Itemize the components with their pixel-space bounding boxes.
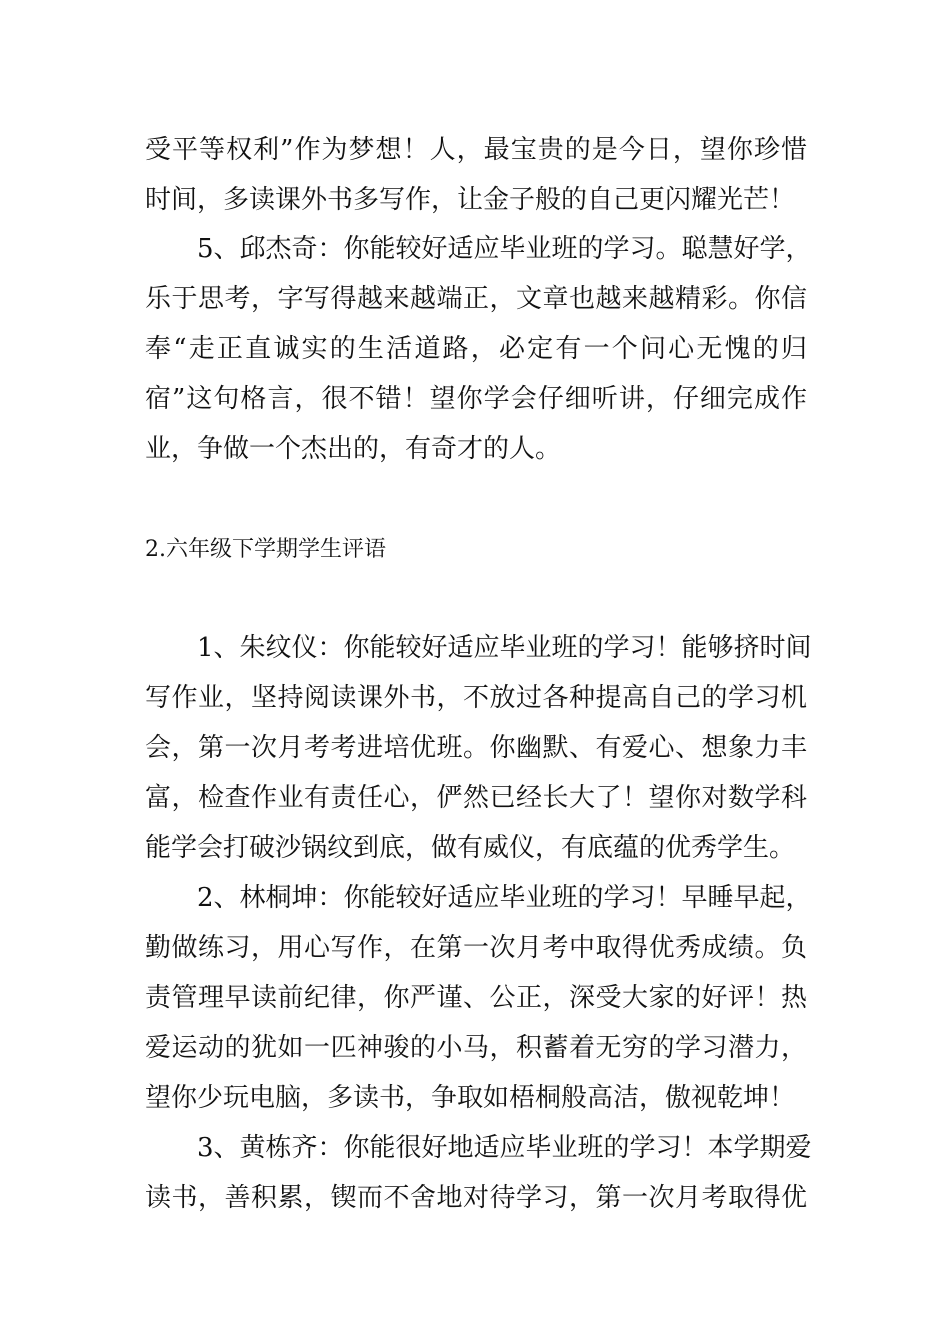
paragraph-line: 奉“走正直诚实的生活道路，必定有一个问心无愧的归 <box>145 334 807 364</box>
paragraph-line: 业，争做一个杰出的，有奇才的人。 <box>145 434 562 464</box>
paragraph-line: 爱运动的犹如一匹神骏的小马，积蓄着无穷的学习潜力， <box>145 1033 807 1063</box>
paragraph-line: 责管理早读前纪律，你严谨、公正，深受大家的好评！热 <box>145 983 807 1013</box>
paragraph-line: 富，检查作业有责任心，俨然已经长大了！望你对数学科 <box>145 783 807 813</box>
paragraph-line: 读书，善积累，锲而不舍地对待学习，第一次月考取得优 <box>145 1183 807 1213</box>
paragraph-line: 乐于思考，字写得越来越端正，文章也越来越精彩。你信 <box>145 284 807 314</box>
paragraph-line: 能学会打破沙锅纹到底，做有威仪，有底蕴的优秀学生。 <box>145 833 796 863</box>
paragraph-line: 3、黄栋齐：你能很好地适应毕业班的学习！本学期爱 <box>197 1133 812 1163</box>
paragraph-line: 勤做练习，用心写作，在第一次月考中取得优秀成绩。负 <box>145 933 807 963</box>
paragraph-line: 受平等权利”作为梦想！人，最宝贵的是今日，望你珍惜 <box>145 135 807 165</box>
paragraph-line: 时间，多读课外书多写作，让金子般的自己更闪耀光芒！ <box>145 185 796 215</box>
paragraph-line: 5、邱杰奇：你能较好适应毕业班的学习。聪慧好学， <box>197 234 812 264</box>
paragraph-line: 望你少玩电脑，多读书，争取如梧桐般高洁，傲视乾坤！ <box>145 1083 796 1113</box>
paragraph-line: 会，第一次月考考进培优班。你幽默、有爱心、想象力丰 <box>145 733 807 763</box>
section-heading: 2.六年级下学期学生评语 <box>145 537 386 562</box>
paragraph-line: 1、朱纹仪：你能较好适应毕业班的学习！能够挤时间 <box>197 633 812 663</box>
paragraph-line: 2、林桐坤：你能较好适应毕业班的学习！早睡早起， <box>197 883 812 913</box>
paragraph-line: 宿”这句格言，很不错！望你学会仔细听讲，仔细完成作 <box>145 384 807 414</box>
paragraph-line: 写作业，坚持阅读课外书，不放过各种提高自己的学习机 <box>145 683 807 713</box>
